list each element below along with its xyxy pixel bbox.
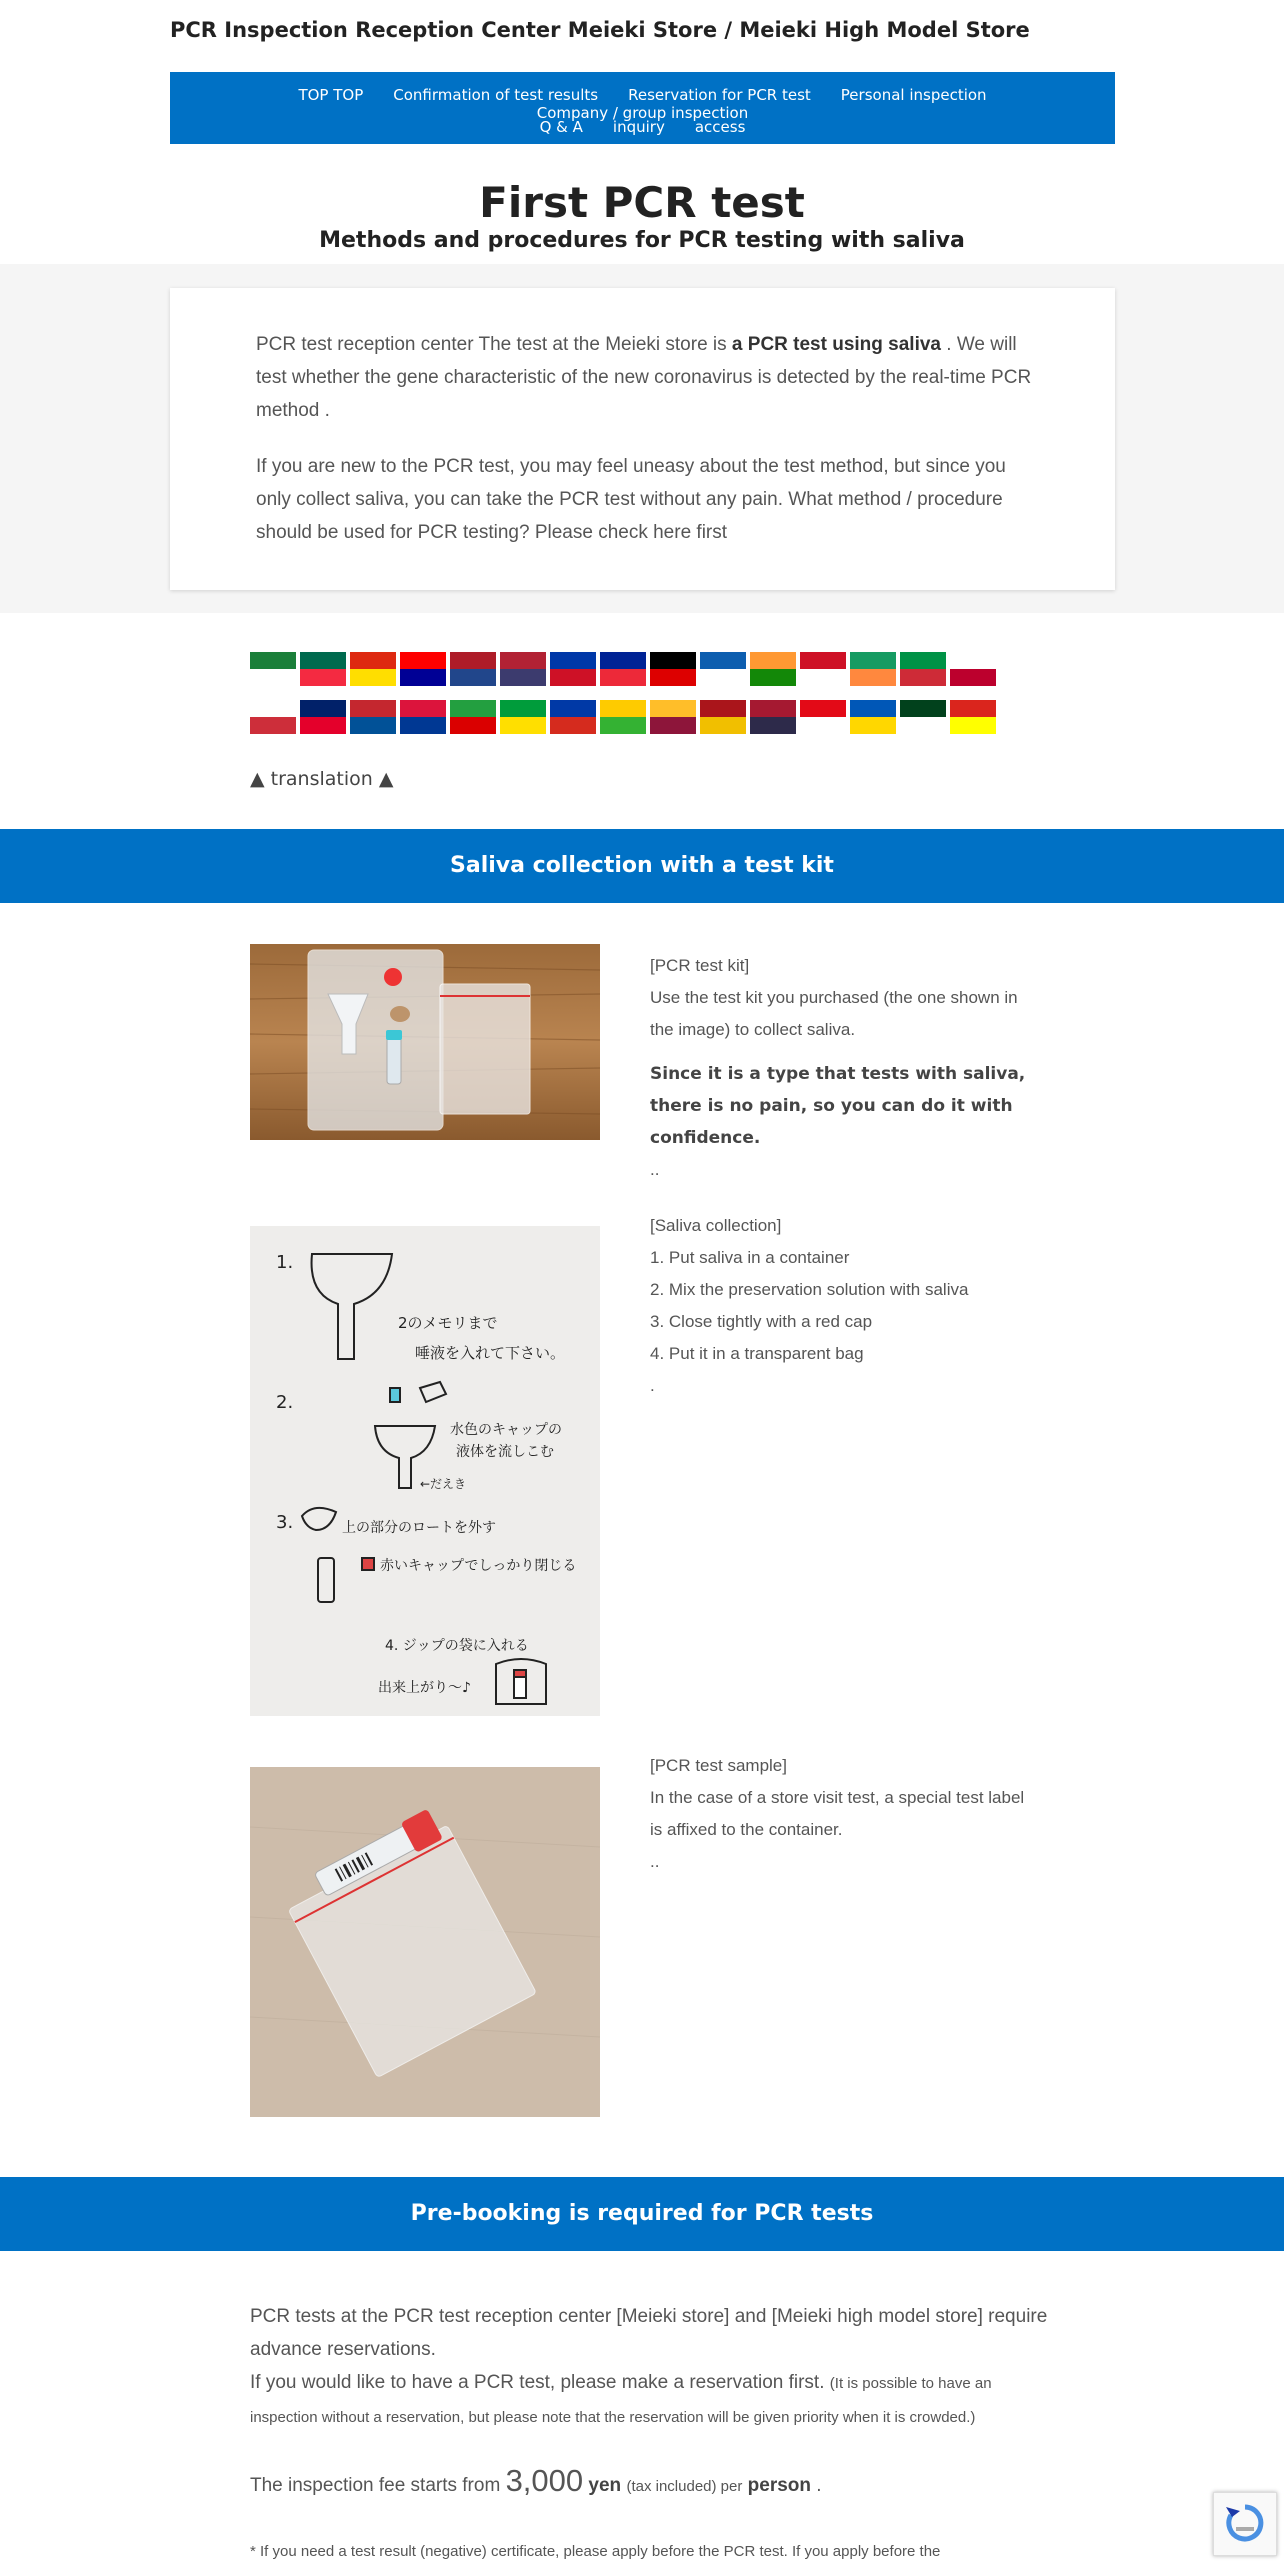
flag-bangladesh-icon[interactable] <box>300 652 346 686</box>
collection-step-2: 2. Mix the preservation solution with saliva <box>650 1280 969 1299</box>
page-subtitle: Methods and procedures for PCR testing with saliva <box>319 228 965 253</box>
nav-inquiry[interactable]: inquiry <box>612 118 665 136</box>
test-kit-image <box>250 944 600 1140</box>
site-title[interactable]: PCR Inspection Reception Center Meieki Store / Meieki High Model Store <box>170 18 1030 42</box>
recaptcha-badge[interactable] <box>1213 2492 1277 2556</box>
flag-vietnam-icon[interactable] <box>950 700 996 734</box>
flag-thailand-icon[interactable] <box>750 700 796 734</box>
flag-italy-icon[interactable] <box>900 652 946 686</box>
svg-text:4. ジップの袋に入れる: 4. ジップの袋に入れる <box>385 1638 529 1654</box>
flag-nepal-icon[interactable] <box>400 700 446 734</box>
fee-amount: 3,000 <box>505 2463 584 2498</box>
fee-line: The inspection fee starts from 3,000 yen (tax included) per person . <box>250 2463 822 2498</box>
flag-korea-icon[interactable] <box>250 700 296 734</box>
sample-text: In the case of a store visit test, a special test label is affixed to the container. <box>650 1788 1025 1839</box>
flag-germany-icon[interactable] <box>650 652 696 686</box>
intro-paragraph-2: If you are new to the PCR test, you may feel uneasy about the test method, but since you only collect saliva, you can take the PCR test without any pain. What method / procedure should be used for PCR testing? Please check here first <box>256 456 1006 543</box>
section-heading-booking: Pre-booking is required for PCR tests <box>0 2177 1284 2251</box>
flag-myanmar-icon[interactable] <box>600 700 646 734</box>
collection-drawing <box>250 1226 600 1716</box>
flag-japan-icon[interactable] <box>950 652 996 686</box>
nav-confirmation[interactable]: Confirmation of test results <box>393 86 599 104</box>
svg-text:2.: 2. <box>276 1392 294 1413</box>
flag-pakistan-icon[interactable] <box>900 700 946 734</box>
collection-step-1: 1. Put saliva in a container <box>650 1248 850 1267</box>
translation-label: ▲ translation ▲ <box>250 768 394 790</box>
svg-text:←だえき: ←だえき <box>420 1477 467 1491</box>
flag-netherlands-icon[interactable] <box>450 652 496 686</box>
flag-france-icon[interactable] <box>600 652 646 686</box>
certificate-note: * If you need a test result (negative) certificate, please apply before the PCR test. If you apply before the <box>250 2543 941 2560</box>
booking-line-2: If you would like to have a PCR test, please make a reservation first. (It is possible to have an inspection without a reservation, but please note that the reservation will be given priority when it is crowded.) <box>250 2372 992 2426</box>
flag-australia-icon[interactable] <box>300 700 346 734</box>
intro-paragraph-1: PCR test reception center The test at the Meieki store is a PCR test using saliva . We will test whether the gene characteristic of the new coronavirus is detected by the real-time PCR method . <box>256 334 1032 421</box>
flag-india-icon[interactable] <box>750 652 796 686</box>
sample-image <box>250 1767 600 2117</box>
flag-ukraine-icon[interactable] <box>850 700 896 734</box>
flag-indonesia-icon[interactable] <box>800 652 846 686</box>
flag-taiwan-icon[interactable] <box>400 652 446 686</box>
flag-turkey-icon[interactable] <box>800 700 846 734</box>
svg-text:唾液を入れて下さい。: 唾液を入れて下さい。 <box>415 1344 566 1362</box>
nav-personal[interactable]: Personal inspection <box>840 86 987 104</box>
svg-text:上の部分のロートを外す: 上の部分のロートを外す <box>342 1520 496 1536</box>
sample-tail: .. <box>650 1852 660 1871</box>
nav-qa[interactable]: Q & A <box>539 118 583 136</box>
page-title: First PCR test <box>479 178 805 227</box>
flag-brazil-icon[interactable] <box>500 700 546 734</box>
svg-text:2のメモリまで: 2のメモリまで <box>398 1314 498 1332</box>
kit-title: [PCR test kit] <box>650 956 750 975</box>
svg-text:赤いキャップでしっかり閉じる: 赤いキャップでしっかり閉じる <box>380 1558 577 1574</box>
collection-tail: . <box>650 1376 655 1395</box>
svg-text:1.: 1. <box>276 1252 294 1273</box>
kit-text: Use the test kit you purchased (the one shown in the image) to collect saliva. <box>650 988 1018 1039</box>
nav-top[interactable]: TOP TOP <box>298 86 364 104</box>
nav-row-1 <box>170 86 1115 122</box>
flag-ireland-icon[interactable] <box>850 652 896 686</box>
collection-step-3: 3. Close tightly with a red cap <box>650 1312 873 1331</box>
section-heading-saliva: Saliva collection with a test kit <box>0 829 1284 903</box>
flag-russia-icon[interactable] <box>550 700 596 734</box>
flag-greece-icon[interactable] <box>700 652 746 686</box>
kit-bold-text: Since it is a type that tests with saliva, there is no pain, so you can do it with confidence. <box>650 1064 1026 1148</box>
flag-arabic-icon[interactable] <box>250 652 296 686</box>
recaptcha-icon <box>1214 2493 1276 2555</box>
flag-philippines-icon[interactable] <box>550 652 596 686</box>
nav-company[interactable]: Company / group inspection <box>536 104 749 122</box>
flag-china-icon[interactable] <box>350 652 396 686</box>
flag-sri-lanka-icon[interactable] <box>650 700 696 734</box>
sample-photo <box>250 1767 600 2117</box>
kit-description <box>650 950 1030 1186</box>
nav-access[interactable]: access <box>694 118 746 136</box>
flag-mongolia-icon[interactable] <box>350 700 396 734</box>
nav-row-2 <box>170 118 1115 136</box>
flag-iran-icon[interactable] <box>450 700 496 734</box>
svg-text:水色のキャップの: 水色のキャップの <box>450 1422 562 1438</box>
intro-card <box>170 288 1115 590</box>
flag-spain-icon[interactable] <box>700 700 746 734</box>
collection-step-4: 4. Put it in a transparent bag <box>650 1344 864 1363</box>
svg-text:出来上がり～♪: 出来上がり～♪ <box>378 1680 471 1696</box>
collection-description <box>650 1210 1030 1402</box>
sample-description <box>650 1750 1030 1878</box>
svg-text:3.: 3. <box>276 1512 294 1533</box>
booking-line-1: PCR tests at the PCR test reception center [Meieki store] and [Meieki high model store] require advance reservations. <box>250 2306 1048 2360</box>
booking-text <box>250 2300 1050 2434</box>
collection-drawing-image <box>250 1226 600 1716</box>
test-kit-photo <box>250 944 600 1140</box>
flag-usa-icon[interactable] <box>500 652 546 686</box>
kit-tail: .. <box>650 1160 660 1179</box>
nav-reservation[interactable]: Reservation for PCR test <box>628 86 811 104</box>
collection-title: [Saliva collection] <box>650 1216 782 1235</box>
sample-title: [PCR test sample] <box>650 1756 787 1775</box>
svg-text:液体を流しこむ: 液体を流しこむ <box>456 1444 554 1460</box>
main-nav <box>170 72 1115 144</box>
